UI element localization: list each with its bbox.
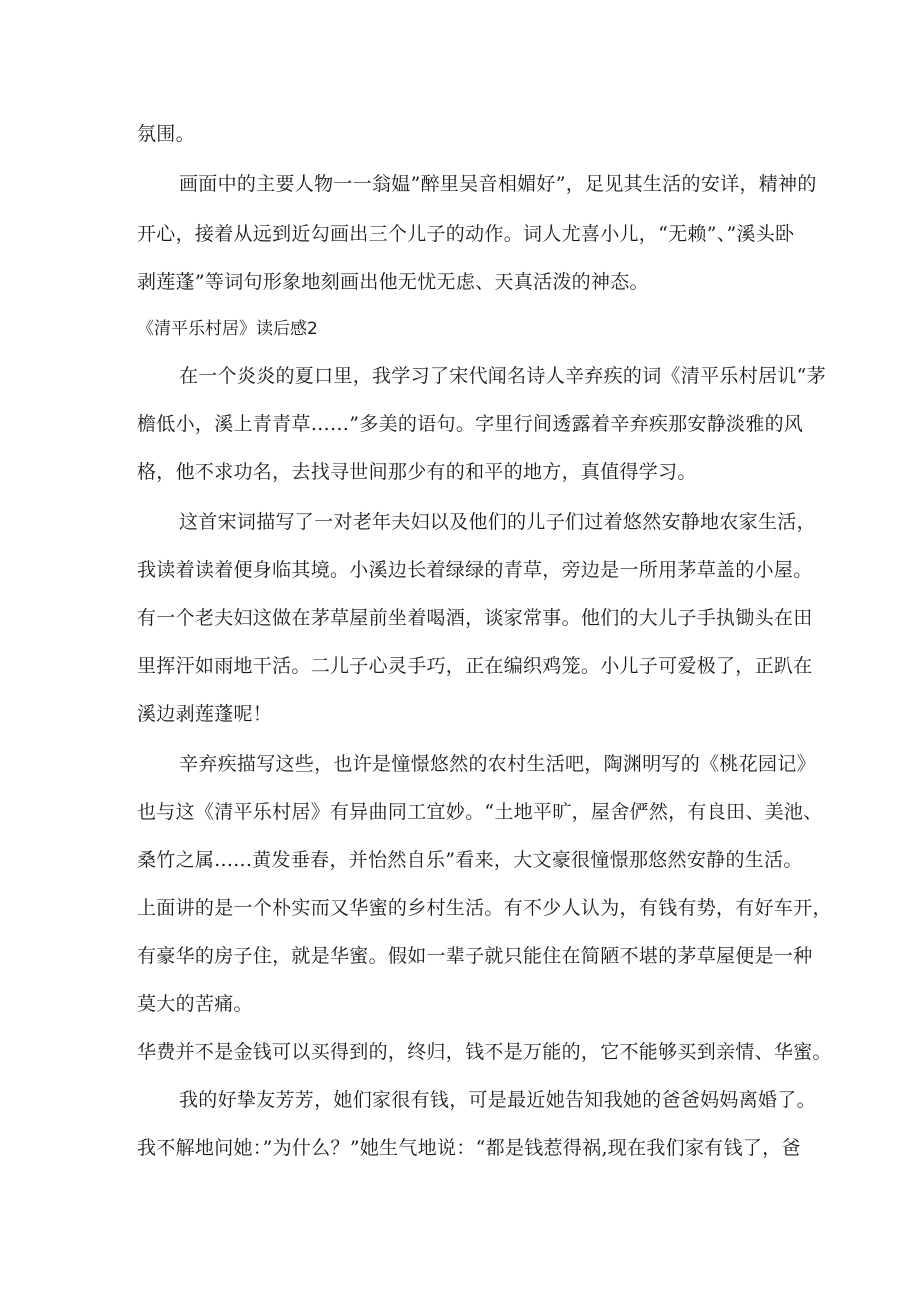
- paragraph-line: 这首宋词描写了一对老年夫妇以及他们的儿子们过着悠然安静地农家生活，: [179, 511, 816, 533]
- paragraph-line: 华费并不是金钱可以买得到的，终归，钱不是万能的，它不能够买到亲情、华蜜。: [137, 1041, 832, 1063]
- paragraph-line: 格，他不求功名，去找寻世间那少有的和平的地方，真值得学习。: [137, 461, 697, 483]
- paragraph-line: 开心，接着从远到近勾画出三个儿子的动作。词人尤喜小儿，“无赖”、”溪头卧: [137, 223, 795, 245]
- paragraph-line: 里挥汗如雨地干活。二儿子心灵手巧，正在编织鸡笼。小儿子可爱极了，正趴在: [137, 655, 813, 677]
- paragraph-line: 画面中的主要人物一一翁媪”醉里吴音相媚好”，足见其生活的安详，精神的: [179, 173, 817, 195]
- paragraph-line: 也与这《清平乐村居》有异曲同工宜妙。“土地平旷，屋舍俨然，有良田、美池、: [137, 801, 823, 823]
- paragraph-line: 溪边剥莲蓬呢！: [137, 703, 273, 725]
- paragraph-line: 有一个老夫妇这做在茅草屋前坐着喝酒，谈家常事。他们的大儿子手执锄头在田: [137, 607, 813, 629]
- paragraph-line: 我不解地问她：”为什么？”她生气地说：“都是钱惹得祸,现在我们家有钱了，爸: [137, 1137, 801, 1159]
- paragraph-line: 桑竹之属......黄发垂春，并怡然自乐”看来，大文豪很憧憬那悠然安静的生活。: [137, 849, 803, 871]
- paragraph-line: 有豪华的房子住，就是华蜜。假如一辈子就只能住在简陋不堪的茅草屋便是一种: [137, 945, 813, 967]
- paragraph-line: 我的好挚友芳芳，她们家很有钱，可是最近她告知我她的爸爸妈妈离婚了。: [179, 1089, 816, 1111]
- paragraph-line: 在一个炎炎的夏口里，我学习了宋代闻名诗人辛弃疾的词《清平乐村居讥“茅: [179, 365, 826, 387]
- paragraph-line: 我读着读着便身临其境。小溪边长着绿绿的青草，旁边是一所用茅草盖的小屋。: [137, 559, 813, 581]
- paragraph-line: 檐低小，溪上青青草……”多美的语句。字里行间透露着辛弃疾那安静淡雅的风: [137, 413, 804, 435]
- paragraph-line: 剥莲蓬”等词句形象地刻画出他无忧无虑、天真活泼的神态。: [137, 271, 649, 293]
- paragraph-line: 上面讲的是一个朴实而又华蜜的乡村生活。有不少人认为，有钱有势，有好车开，: [137, 897, 832, 919]
- paragraph-line: 辛弃疾描写这些，也许是憧憬悠然的农村生活吧，陶渊明写的《桃花园记》: [179, 753, 816, 775]
- section-heading: 《清平乐村居》读后感2: [137, 319, 318, 339]
- paragraph-line: 氛围。: [137, 123, 195, 145]
- paragraph-line: 莫大的苦痛。: [137, 993, 253, 1015]
